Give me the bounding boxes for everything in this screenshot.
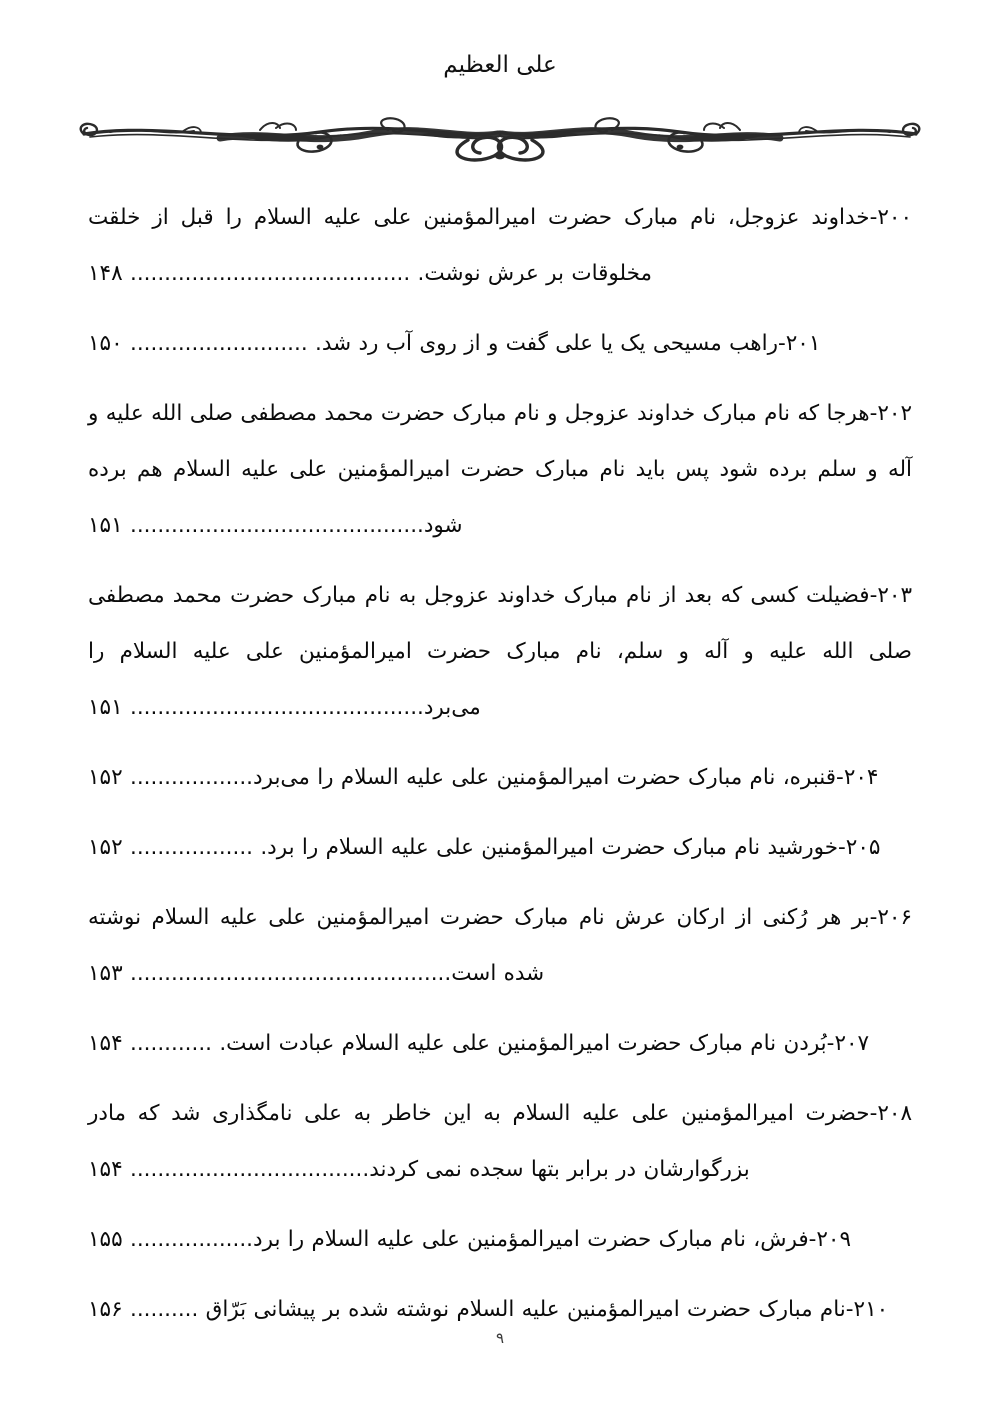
toc-entry[interactable]: ۲۱۰-نام مبارک حضرت امیرالمؤمنین علیه السلام نوشته شده بر پیشانی بَرّاق .......... ۱۵۶ (88, 1297, 889, 1322)
toc-entry[interactable]: ۲۰۴-قنبره، نام مبارک حضرت امیرالمؤمنین علی علیه السلام را می‌برد.................. ۱۵۲ (88, 765, 879, 790)
toc-entry[interactable]: ۲۰۰-خداوند عزوجل، نام مبارک حضرت امیرالمؤمنین علی علیه السلام را قبل از خلقت مخلوقات بر عرش نوشت. ......................................... ۱۴۸ (88, 205, 912, 286)
toc-entry[interactable]: ۲۰۲-هرجا که نام مبارک خداوند عزوجل و نام مبارک حضرت محمد مصطفی صلی الله علیه و آله و سلم برده شود پس باید نام مبارک حضرت امیرالمؤمنین علی علیه السلام هم برده شود........................................... ۱۵۱ (88, 401, 912, 538)
toc-entry[interactable]: ۲۰۷-بُردن نام مبارک حضرت امیرالمؤمنین علی علیه السلام عبادت است. ............ ۱۵۴ (88, 1031, 870, 1056)
toc-entry[interactable]: ۲۰۶-بر هر رُکنی از ارکان عرش نام مبارک حضرت امیرالمؤمنین علی علیه السلام نوشته شده است............................................... ۱۵۳ (88, 905, 912, 986)
table-of-contents (88, 190, 912, 1338)
toc-entry[interactable]: ۲۰۳-فضیلت کسی که بعد از نام مبارک خداوند عزوجل به نام مبارک حضرت محمد مصطفی صلی الله علیه و آله و سلم، نام مبارک حضرت امیرالمؤمنین علی علیه السلام را می‌برد........................................... ۱۵۱ (88, 583, 912, 720)
running-header: علی العظیم (443, 52, 557, 78)
toc-entry[interactable]: ۲۰۵-خورشید نام مبارک حضرت امیرالمؤمنین علی علیه السلام را برد. .................. ۱۵۲ (88, 835, 881, 860)
toc-entry[interactable]: ۲۰۱-راهب مسیحی یک یا علی گفت و از روی آب رد شد. .......................... ۱۵۰ (88, 331, 821, 356)
page-number: ۹ (495, 1329, 505, 1347)
flourish-divider-ornament (70, 104, 930, 166)
toc-entry[interactable]: ۲۰۹-فرش، نام مبارک حضرت امیرالمؤمنین علی علیه السلام را برد.................. ۱۵۵ (88, 1227, 852, 1252)
toc-entry[interactable]: ۲۰۸-حضرت امیرالمؤمنین علی علیه السلام به این خاطر به علی نامگذاری شد که مادر بزرگوارشان در برابر بتها سجده نمی کردند................................... ۱۵۴ (88, 1101, 912, 1182)
